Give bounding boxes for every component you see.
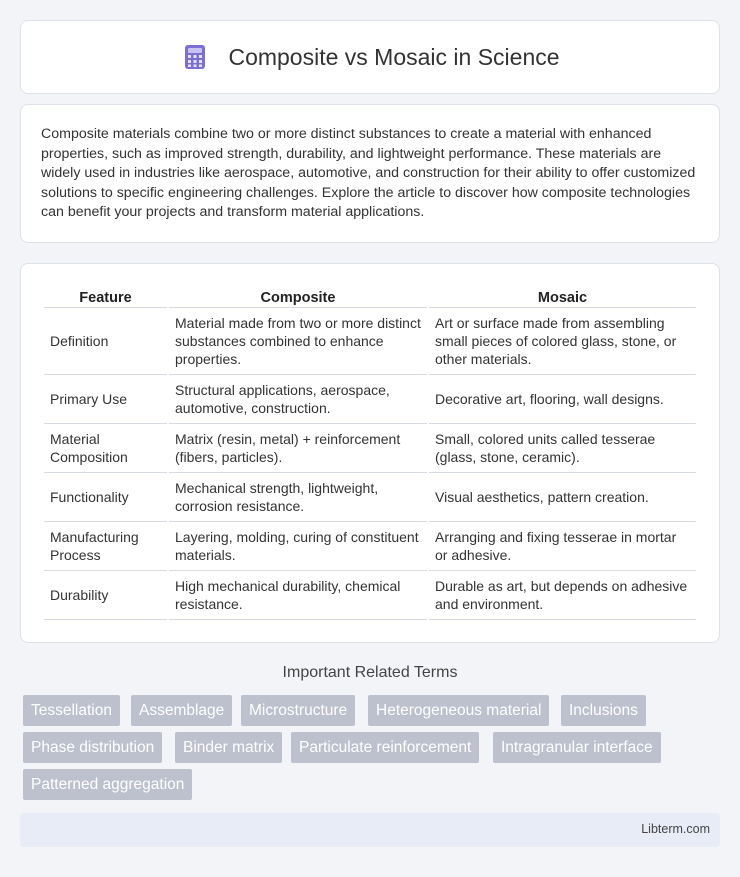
row-composite: Matrix (resin, metal) + reinforcement (fibers, particles). (169, 424, 427, 473)
header-feature: Feature (44, 284, 167, 308)
tag-particulate-reinforcement[interactable]: Particulate reinforcement (291, 732, 479, 763)
page-title: Composite vs Mosaic in Science (228, 43, 560, 70)
table-row (44, 308, 696, 375)
row-composite: Mechanical strength, lightweight, corrosion resistance. (169, 473, 427, 522)
comparison-card (20, 263, 720, 643)
table-row (44, 473, 696, 522)
row-feature: Functionality (44, 473, 167, 522)
row-mosaic: Durable as art, but depends on adhesive and environment. (429, 571, 696, 620)
tag-tessellation[interactable]: Tessellation (23, 695, 120, 726)
intro-card (20, 104, 720, 243)
header-mosaic: Mosaic (429, 284, 696, 308)
tag-heterogeneous-material[interactable]: Heterogeneous material (368, 695, 549, 726)
row-feature: Durability (44, 571, 167, 620)
table-row (44, 522, 696, 571)
intro-text: Composite materials combine two or more distinct substances to create a material with enhanced properties, such as improved strength, durability, and lightweight performance. These materials are widely used in industries like aerospace, automotive, and construction for their ability to offer customized solutions to specific engineering challenges. Explore the article to discover how composite technologies can benefit your projects and transform material applications. (41, 126, 696, 221)
tag-inclusions[interactable]: Inclusions (561, 695, 646, 726)
row-mosaic: Decorative art, flooring, wall designs. (429, 375, 696, 424)
header-card (20, 20, 720, 94)
row-composite: Structural applications, aerospace, automotive, construction. (169, 375, 427, 424)
tag-assemblage[interactable]: Assemblage (131, 695, 232, 726)
row-feature: Primary Use (44, 375, 167, 424)
row-composite: High mechanical durability, chemical resistance. (169, 571, 427, 620)
tag-microstructure[interactable]: Microstructure (241, 695, 355, 726)
table-row (44, 424, 696, 473)
table-row (44, 571, 696, 620)
row-mosaic: Visual aesthetics, pattern creation. (429, 473, 696, 522)
comparison-table (42, 284, 698, 620)
row-feature: Manufacturing Process (44, 522, 167, 571)
tag-binder-matrix[interactable]: Binder matrix (175, 732, 282, 763)
row-composite: Material made from two or more distinct substances combined to enhance properties. (169, 308, 427, 375)
table-header-row (44, 284, 696, 308)
row-feature: Material Composition (44, 424, 167, 473)
calculator-icon (180, 42, 210, 72)
row-mosaic: Arranging and fixing tesserae in mortar or adhesive. (429, 522, 696, 571)
header-composite: Composite (169, 284, 427, 308)
row-feature: Definition (44, 308, 167, 375)
table-row (44, 375, 696, 424)
tag-phase-distribution[interactable]: Phase distribution (23, 732, 162, 763)
row-mosaic: Small, colored units called tesserae (glass, stone, ceramic). (429, 424, 696, 473)
row-composite: Layering, molding, curing of constituent materials. (169, 522, 427, 571)
tag-intragranular-interface[interactable]: Intragranular interface (493, 732, 661, 763)
row-mosaic: Art or surface made from assembling small pieces of colored glass, stone, or other materials. (429, 308, 696, 375)
tag-patterned-aggregation[interactable]: Patterned aggregation (23, 769, 192, 800)
footer-brand[interactable]: Libterm.com (641, 822, 710, 836)
related-terms-title: Important Related Terms (282, 664, 458, 681)
footer (20, 813, 720, 847)
